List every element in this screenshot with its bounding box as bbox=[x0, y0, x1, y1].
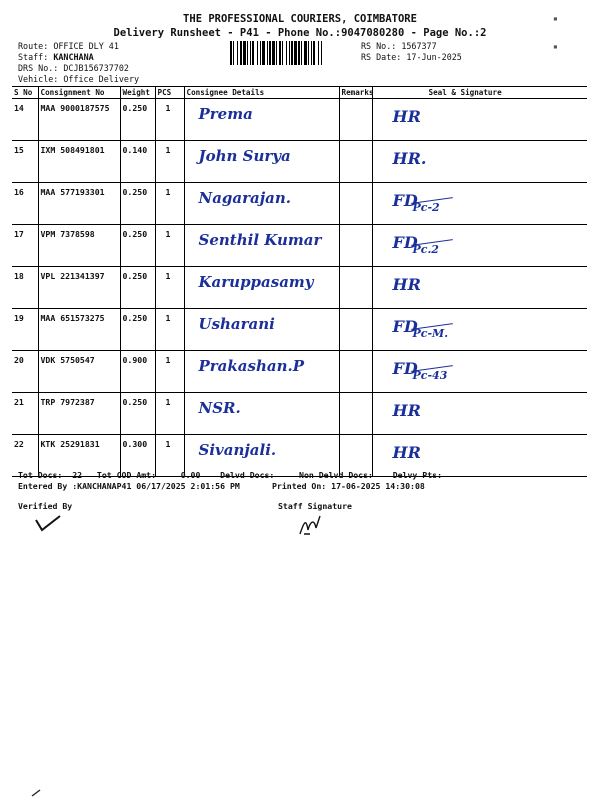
barcode-bar bbox=[279, 41, 281, 65]
route-line: Route: OFFICE DLY 41 bbox=[18, 41, 119, 51]
cell-sno: 16 bbox=[12, 183, 38, 225]
rs-date-value: 17-Jun-2025 bbox=[406, 52, 462, 62]
cell-weight: 0.250 bbox=[120, 309, 155, 351]
route-value: OFFICE DLY 41 bbox=[53, 41, 119, 51]
barcode-bar bbox=[243, 41, 246, 65]
seal-mark: HR bbox=[392, 401, 421, 420]
barcode-bar bbox=[286, 41, 287, 65]
barcode-bar bbox=[250, 41, 251, 65]
cell-weight: 0.140 bbox=[120, 141, 155, 183]
cell-remarks bbox=[339, 267, 372, 309]
cell-pcs: 1 bbox=[155, 267, 184, 309]
barcode-bar bbox=[318, 41, 319, 65]
cell-consignee bbox=[184, 183, 339, 225]
cell-weight: 0.250 bbox=[120, 267, 155, 309]
cell-remarks bbox=[339, 183, 372, 225]
barcode-bar bbox=[247, 41, 248, 65]
entered-by: Entered By :KANCHANAP41 06/17/2025 2:01:56 PM bbox=[18, 481, 240, 491]
seal-mark: HR. bbox=[392, 149, 427, 168]
cell-consignee bbox=[184, 99, 339, 141]
cell-seal bbox=[372, 351, 587, 393]
cell-seal bbox=[372, 183, 587, 225]
cell-consignment: MAA 577193301 bbox=[38, 183, 120, 225]
cell-consignee bbox=[184, 141, 339, 183]
table-row bbox=[12, 267, 587, 309]
cell-seal bbox=[372, 267, 587, 309]
barcode-bar bbox=[230, 41, 232, 65]
cell-consignee bbox=[184, 309, 339, 351]
consignee-handwriting: Senthil Kumar bbox=[198, 231, 322, 249]
cell-weight: 0.250 bbox=[120, 393, 155, 435]
scan-mark: ▪ bbox=[553, 14, 558, 23]
cell-pcs: 1 bbox=[155, 351, 184, 393]
cell-sno: 20 bbox=[12, 351, 38, 393]
barcode-bar bbox=[233, 41, 234, 65]
seal-note: Pc-2 bbox=[412, 201, 440, 214]
staff-line: Staff: KANCHANA bbox=[18, 52, 94, 62]
rs-no-line: RS No.: 1567377 bbox=[361, 41, 437, 51]
rs-date-line: RS Date: 17-Jun-2025 bbox=[361, 52, 462, 62]
cell-remarks bbox=[339, 225, 372, 267]
barcode-bar bbox=[267, 41, 268, 65]
cell-seal bbox=[372, 99, 587, 141]
barcode-bar bbox=[311, 41, 312, 65]
tot-docs-value: 22 bbox=[72, 470, 83, 480]
consignee-handwriting: NSR. bbox=[198, 399, 241, 417]
barcode-bar bbox=[289, 41, 290, 65]
table-row bbox=[12, 225, 587, 267]
col-pcs: PCS bbox=[155, 87, 184, 99]
seal-mark: HR bbox=[392, 275, 421, 294]
barcode-bar bbox=[308, 41, 309, 65]
table-row bbox=[12, 141, 587, 183]
cell-consignment: VPL 221341397 bbox=[38, 267, 120, 309]
scan-mark: ▪ bbox=[553, 42, 558, 51]
staff-value: KANCHANA bbox=[53, 52, 94, 62]
cell-pcs: 1 bbox=[155, 393, 184, 435]
barcode-bar bbox=[291, 41, 293, 65]
consignee-handwriting: John Surya bbox=[198, 147, 291, 165]
barcode-bar bbox=[298, 41, 300, 65]
consignee-handwriting: Prakashan.P bbox=[198, 357, 304, 375]
barcode-bar bbox=[257, 41, 258, 65]
delvy-pts-label: Delvy Pts: bbox=[392, 470, 442, 480]
seal-mark: HR bbox=[392, 443, 421, 462]
barcode-bar bbox=[313, 41, 315, 65]
cell-weight: 0.250 bbox=[120, 183, 155, 225]
col-consignment: Consignment No bbox=[38, 87, 120, 99]
barcode-bar bbox=[294, 41, 297, 65]
cell-consignment: TRP 7972387 bbox=[38, 393, 120, 435]
cell-pcs: 1 bbox=[155, 309, 184, 351]
vehicle-value: Office Delivery bbox=[63, 74, 140, 84]
cell-sno: 22 bbox=[12, 435, 38, 477]
cell-consignment: MAA 651573275 bbox=[38, 309, 120, 351]
table-header-row bbox=[12, 87, 587, 99]
col-consignee: Consignee Details bbox=[184, 87, 339, 99]
drs-value: DCJB156737702 bbox=[63, 63, 129, 73]
cell-sno: 17 bbox=[12, 225, 38, 267]
cell-sno: 21 bbox=[12, 393, 38, 435]
seal-note: Pc-M. bbox=[412, 327, 449, 340]
cell-remarks bbox=[339, 393, 372, 435]
seal-mark: FD bbox=[392, 359, 418, 378]
barcode-bar bbox=[321, 41, 322, 65]
cell-consignee bbox=[184, 393, 339, 435]
seal-mark: FD bbox=[392, 317, 418, 336]
printed-on: Printed On: 17-06-2025 14:30:08 bbox=[272, 481, 425, 491]
verified-by-label: Verified By bbox=[18, 501, 73, 511]
seal-note: Pc-43 bbox=[412, 369, 448, 382]
cell-pcs: 1 bbox=[155, 99, 184, 141]
barcode-bar bbox=[276, 41, 277, 65]
consignment-table bbox=[12, 86, 587, 477]
barcode-bar bbox=[272, 41, 275, 65]
col-seal: Seal & Signature bbox=[372, 87, 587, 99]
non-delvd-label: Non Delvd Docs: bbox=[299, 470, 373, 480]
cell-seal bbox=[372, 309, 587, 351]
cell-consignment: MAA 9000187575 bbox=[38, 99, 120, 141]
cell-seal bbox=[372, 141, 587, 183]
cell-consignee bbox=[184, 225, 339, 267]
col-remarks: Remarks bbox=[339, 87, 372, 99]
cell-sno: 15 bbox=[12, 141, 38, 183]
col-sno: S No bbox=[12, 87, 38, 99]
tot-cod-value: 0.00 bbox=[180, 470, 201, 480]
barcode-bar bbox=[260, 41, 261, 65]
cell-weight: 0.250 bbox=[120, 225, 155, 267]
cell-consignment: IXM 508491801 bbox=[38, 141, 120, 183]
barcode-bar bbox=[262, 41, 265, 65]
consignee-handwriting: Prema bbox=[198, 105, 253, 123]
cell-seal bbox=[372, 393, 587, 435]
cell-remarks bbox=[339, 141, 372, 183]
barcode-bar bbox=[252, 41, 254, 65]
seal-note: Pc.2 bbox=[412, 243, 439, 256]
barcode bbox=[230, 41, 356, 65]
table-row bbox=[12, 309, 587, 351]
barcode-bar bbox=[269, 41, 271, 65]
cell-remarks bbox=[339, 99, 372, 141]
cell-sno: 19 bbox=[12, 309, 38, 351]
consignee-handwriting: Karuppasamy bbox=[198, 273, 314, 291]
barcode-bar bbox=[237, 41, 238, 65]
runsheet-subtitle: Delivery Runsheet - P41 - Phone No.:9047080280 - Page No.:2 bbox=[113, 27, 487, 39]
consignee-handwriting: Nagarajan. bbox=[198, 189, 292, 207]
cell-consignment: VDK 5750547 bbox=[38, 351, 120, 393]
verifier-signature bbox=[34, 514, 64, 532]
cell-consignee bbox=[184, 351, 339, 393]
drs-line: DRS No.: DCJB156737702 bbox=[18, 63, 129, 73]
cell-remarks bbox=[339, 309, 372, 351]
barcode-bar bbox=[240, 41, 242, 65]
table-row bbox=[12, 351, 587, 393]
staff-signature-mark bbox=[294, 512, 338, 538]
barcode-bar bbox=[282, 41, 283, 65]
cell-sno: 18 bbox=[12, 267, 38, 309]
cell-consignee bbox=[184, 267, 339, 309]
col-weight: Weight bbox=[120, 87, 155, 99]
cell-consignment: VPM 7378598 bbox=[38, 225, 120, 267]
cell-weight: 0.900 bbox=[120, 351, 155, 393]
rs-no-value: 1567377 bbox=[401, 41, 437, 51]
barcode-bar bbox=[301, 41, 302, 65]
barcode-bar bbox=[304, 41, 307, 65]
cell-weight: 0.300 bbox=[120, 435, 155, 477]
company-title: THE PROFESSIONAL COURIERS, COIMBATORE bbox=[183, 13, 417, 25]
staff-signature-label: Staff Signature bbox=[278, 501, 352, 511]
cell-sno: 14 bbox=[12, 99, 38, 141]
seal-mark: HR bbox=[392, 107, 421, 126]
seal-mark: FD bbox=[392, 191, 418, 210]
totals-line: Tot Docs: 22 Tot COD Amt: 0.00 Delvd Docs: Non Delvd Docs: Delvy Pts: bbox=[18, 470, 442, 480]
table-row bbox=[12, 393, 587, 435]
corner-mark bbox=[30, 788, 50, 798]
seal-mark: FD bbox=[392, 233, 418, 252]
cell-pcs: 1 bbox=[155, 183, 184, 225]
cell-remarks bbox=[339, 351, 372, 393]
cell-pcs: 1 bbox=[155, 225, 184, 267]
consignee-handwriting: Sivanjali. bbox=[198, 441, 277, 459]
cell-weight: 0.250 bbox=[120, 99, 155, 141]
cell-pcs: 1 bbox=[155, 435, 184, 477]
table-row bbox=[12, 183, 587, 225]
consignee-handwriting: Usharani bbox=[198, 315, 275, 333]
delvd-docs-label: Delvd Docs: bbox=[220, 470, 275, 480]
table-row bbox=[12, 99, 587, 141]
vehicle-line: Vehicle: Office Delivery bbox=[18, 74, 140, 84]
cell-seal bbox=[372, 225, 587, 267]
cell-consignment: KTK 25291831 bbox=[38, 435, 120, 477]
cell-pcs: 1 bbox=[155, 141, 184, 183]
